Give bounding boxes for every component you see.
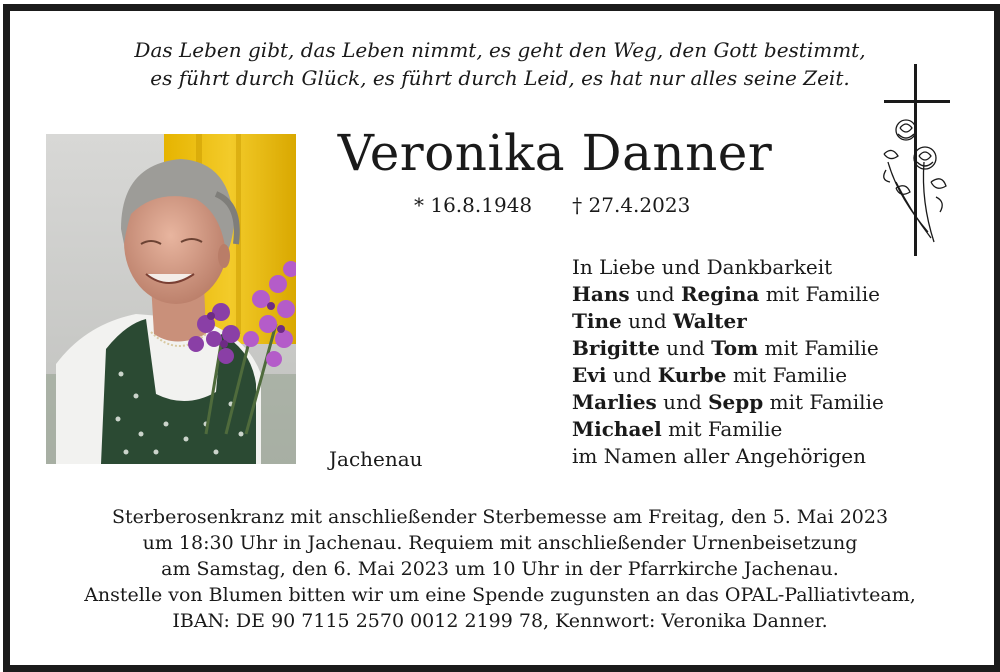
mourner-suffix: mit Familie <box>758 336 879 360</box>
poem-line: Das Leben gibt, das Leben nimmt, es geht den Weg, den Gott bestimmt, <box>134 38 866 62</box>
mourner-name: Tine <box>572 309 622 333</box>
place-name: Jachenau <box>329 447 423 471</box>
list-item <box>572 281 884 308</box>
mourner-name: Walter <box>673 309 747 333</box>
mourners-list <box>572 254 884 470</box>
mourner-join: und <box>659 336 712 360</box>
mourner-join: und <box>629 282 681 306</box>
service-notice <box>0 504 1000 634</box>
mourner-name: Evi <box>572 363 607 387</box>
mourner-name: Regina <box>680 282 760 306</box>
mourner-suffix: mit Familie <box>661 417 783 441</box>
mourner-name: Brigitte <box>572 336 660 360</box>
mourner-suffix: mit Familie <box>726 363 848 387</box>
life-dates <box>414 190 730 220</box>
poem-line: es führt durch Glück, es führt durch Leid, es hat nur alles seine Zeit. <box>150 66 850 90</box>
mourner-suffix: mit Familie <box>759 282 880 306</box>
mourner-name: Hans <box>572 282 630 306</box>
mourners-closing: im Namen aller Angehörigen <box>572 444 867 468</box>
mourner-suffix: mit Familie <box>763 390 884 414</box>
notice-line: Anstelle von Blumen bitten wir um eine Spende zugunsten an das OPAL-Palliativteam, <box>84 584 916 606</box>
poem <box>0 36 1000 92</box>
mourner-join: und <box>656 390 709 414</box>
mourner-join: und <box>606 363 658 387</box>
mourner-name: Sepp <box>708 390 764 414</box>
list-item <box>572 362 884 389</box>
mourner-name: Tom <box>711 336 759 360</box>
mourner-name: Kurbe <box>657 363 727 387</box>
birth-date: * 16.8.1948 <box>414 193 533 217</box>
mourner-name: Marlies <box>572 390 657 414</box>
death-date: † 27.4.2023 <box>572 193 691 217</box>
portrait-photo <box>46 134 296 464</box>
notice-line: um 18:30 Uhr in Jachenau. Requiem mit anschließender Urnenbeisetzung <box>142 532 858 554</box>
notice-line: am Samstag, den 6. Mai 2023 um 10 Uhr in der Pfarrkirche Jachenau. <box>161 558 839 580</box>
notice-line: IBAN: DE 90 7115 2570 0012 2199 78, Kennwort: Veronika Danner. <box>172 610 828 632</box>
list-item <box>572 308 884 335</box>
mourners-intro: In Liebe und Dankbarkeit <box>572 255 833 279</box>
list-item <box>572 416 884 443</box>
list-item <box>572 389 884 416</box>
mourner-name: Michael <box>572 417 662 441</box>
list-item <box>572 335 884 362</box>
deceased-name: Veronika Danner <box>337 124 773 182</box>
notice-line: Sterberosenkranz mit anschließender Sterbemesse am Freitag, den 5. Mai 2023 <box>111 506 889 528</box>
cross-with-roses-icon <box>876 62 956 258</box>
mourner-join: und <box>621 309 674 333</box>
